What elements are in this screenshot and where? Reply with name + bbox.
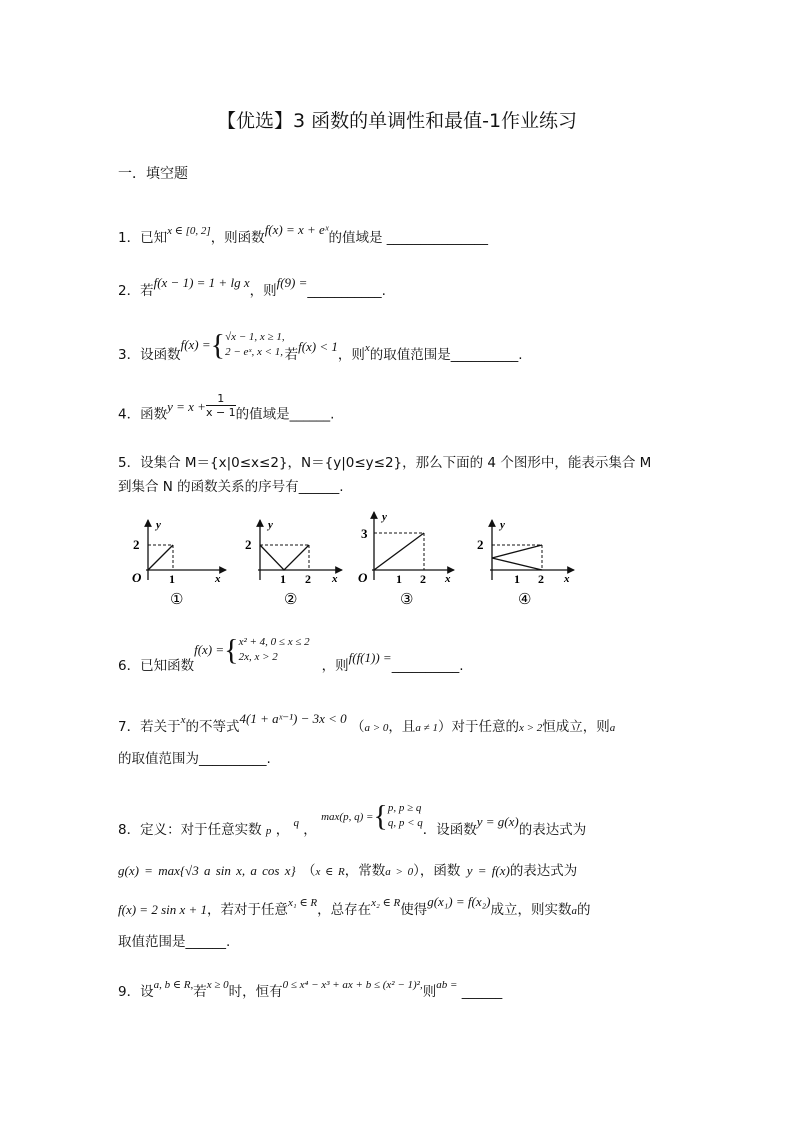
graphs-figure bbox=[110, 508, 590, 610]
question-8-line-4: 取值范围是______. bbox=[118, 934, 231, 950]
graph-1-line bbox=[148, 545, 173, 570]
graph-4-x-label: x bbox=[564, 573, 570, 585]
page-title: 【优选】3 函数的单调性和最值-1作业练习 bbox=[216, 110, 578, 132]
question-2: 2．若f(x − 1) = 1 + lg x，则f(9) =___________. bbox=[118, 275, 386, 299]
question-5-line-2: 到集合 N 的函数关系的序号有______. bbox=[118, 479, 344, 495]
graph-1-caption: ① bbox=[170, 592, 184, 608]
graph-4-caption: ④ bbox=[518, 592, 532, 608]
question-5-line-1: 5．设集合 M＝{x|0≤x≤2}，N＝{y|0≤y≤2}，那么下面的 4 个图形中，能表示集合 M bbox=[118, 455, 652, 471]
graph-1-x-tick: 1 bbox=[169, 572, 175, 586]
graph-4 bbox=[477, 519, 574, 608]
graph-4-x-tick-2: 2 bbox=[538, 572, 544, 586]
question-9: 9．设$^{a, b \in R,}$若$^{x \ge 0}$时，恒有$^{0 \le x^4 - x^3 + ax + b \le (x^2 - 1)^2,}$则$^{ab =}$ ______ bbox=[118, 979, 503, 1000]
question-7-line-1: 7．若关于$^x$的不等式4(1 + aˣ⁻¹) − 3x < 0 （a > 0，且a ≠ 1）对于任意的x > 2恒成立，则a bbox=[118, 711, 616, 735]
question-6: 6．已知函数f(x) ={ x² + 4, 0 ≤ x ≤ 2 2x, x > 2 ，则f(f(1)) =__________. bbox=[118, 633, 464, 674]
graph-2 bbox=[245, 519, 342, 608]
question-1: 1．已知$^{x \in [0, 2]}$，则函数f(x) = x + eˣ的值域是 _______________ bbox=[118, 222, 489, 246]
question-8-line-3: f(x) = 2 sin x + 1，若对于任意$^{x_1 \in R}$，总存在$^{x_2 \in R}$使得g(x₁) = f(x₂)成立，则实数a的 bbox=[118, 894, 591, 918]
graph-1-origin: O bbox=[132, 570, 142, 585]
graph-2-y-tick: 2 bbox=[245, 537, 252, 552]
graph-1-y-tick: 2 bbox=[133, 537, 140, 552]
graph-3-x-label: x bbox=[445, 573, 451, 585]
question-4: 4．函数y = x + $\frac{1}{x - 1}$ 的值域是______. bbox=[118, 392, 335, 423]
graph-4-y-label: y bbox=[500, 519, 505, 531]
question-3: 3．设函数f(x) ={ √x − 1, x ≥ 1, 2 − eˣ, x < 1, 若f(x) < 1，则$^x$的取值范围是__________. bbox=[118, 328, 523, 363]
graph-4-line bbox=[492, 545, 542, 570]
graph-4-y-tick: 2 bbox=[477, 537, 484, 552]
graph-1 bbox=[132, 519, 226, 608]
graph-3-y-label: y bbox=[382, 511, 387, 523]
graph-3-x-tick-1: 1 bbox=[396, 572, 402, 586]
graph-2-line bbox=[260, 545, 309, 570]
graph-3-origin: O bbox=[358, 570, 368, 585]
graph-1-y-label: y bbox=[156, 519, 161, 531]
graph-2-y-label: y bbox=[268, 519, 273, 531]
graph-4-x-tick-1: 1 bbox=[514, 572, 520, 586]
graph-2-x-tick-2: 2 bbox=[305, 572, 311, 586]
graph-1-x-label: x bbox=[215, 573, 221, 585]
graph-3-y-tick: 3 bbox=[361, 526, 368, 541]
graph-3-caption: ③ bbox=[400, 592, 414, 608]
section-heading: 一．填空题 bbox=[118, 166, 188, 182]
graph-2-x-tick-1: 1 bbox=[280, 572, 286, 586]
graph-2-caption: ② bbox=[284, 592, 298, 608]
graph-3-line bbox=[374, 533, 424, 570]
question-7-line-2: 的取值范围为__________. bbox=[118, 751, 271, 767]
graph-3 bbox=[358, 511, 454, 608]
graph-2-x-label: x bbox=[332, 573, 338, 585]
graph-3-x-tick-2: 2 bbox=[420, 572, 426, 586]
question-8-line-1: 8．定义：对于任意实数 p ， $^q$ ， max(p, q) ={ p, p ≥ q q, p < q ．设函数y = g(x)的表达式为 bbox=[118, 799, 587, 838]
question-8-line-2: g(x) = max{√3 a sin x, a cos x} （x ∈ R，常数a > 0），函数 y = f(x)的表达式为 bbox=[118, 863, 578, 879]
